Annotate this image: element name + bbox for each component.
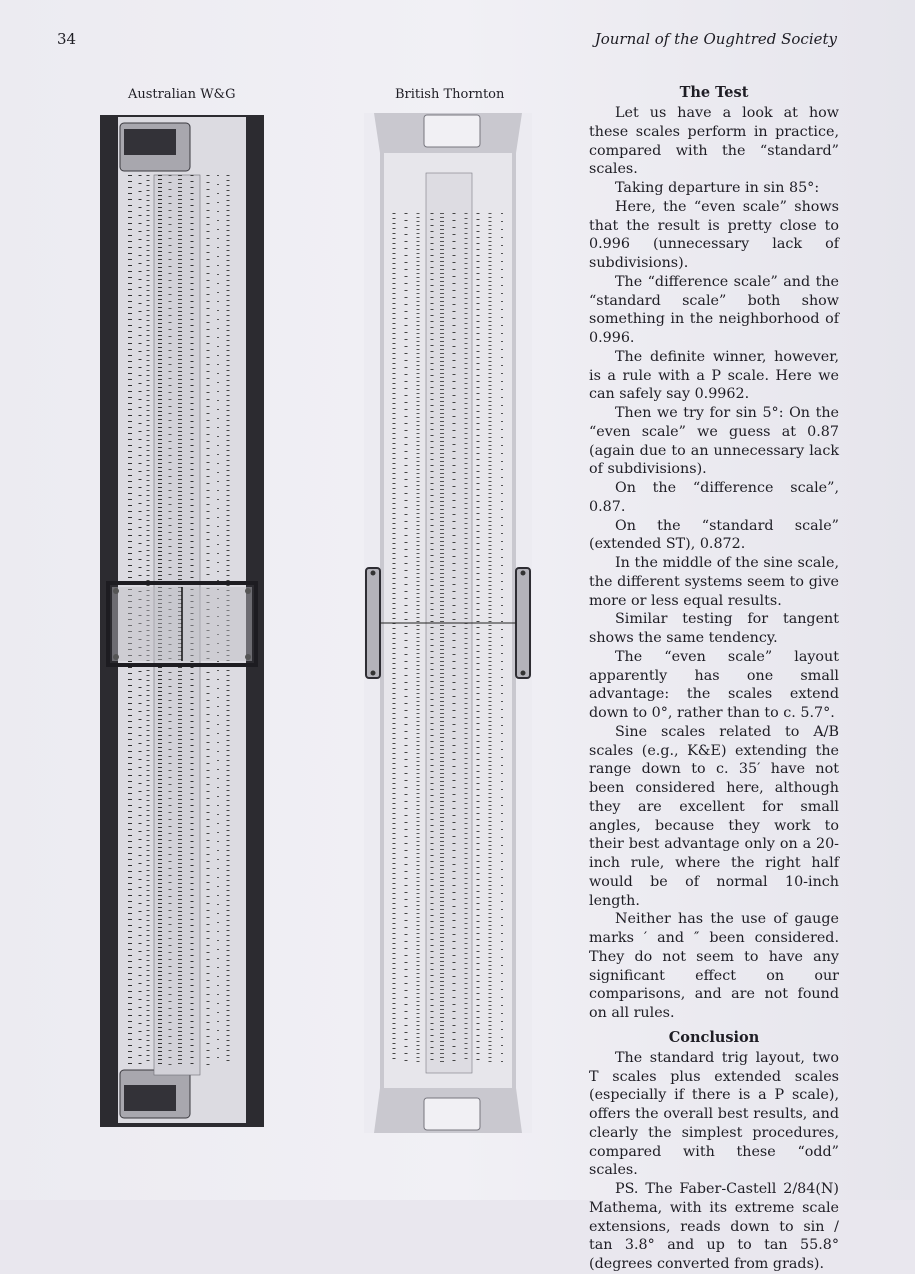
page-number: 34 (57, 30, 77, 48)
paragraph: Similar testing for tangent shows the same tendency. (589, 611, 839, 646)
paragraph: In the middle of the sine scale, the different systems seem to give more or less equal results. (589, 555, 839, 609)
australian-wg-slide-rule-photo (100, 115, 264, 1127)
paragraph: Taking departure in sin 85°: (615, 180, 820, 196)
paragraph: Here, the “even scale” shows that the result is pretty close to 0.996 (unnecessary lack of subdivisions). (589, 198, 839, 271)
section-heading-conclusion: Conclusion (668, 1028, 760, 1046)
paragraph: The standard trig layout, two T scales plus extended scales (especially if there is a P scale), offers the overall best results, and clearly the simplest procedures, compared with these “odd” scales. (589, 1049, 839, 1179)
british-thornton-slide-rule-photo (364, 113, 532, 1133)
paragraph: The “even scale” layout apparently has one small advantage: the scales extend down to 0°, rather than to c. 5.7°. (589, 648, 839, 721)
paragraph: Let us have a look at how these scales perform in practice, compared with the “standard” scales. (589, 105, 839, 178)
paragraph: Then we try for sin 5°: On the “even scale” we guess at 0.87 (again due to an unnecessary lack of subdivisions). (589, 405, 839, 478)
paragraph: On the “difference scale”, 0.87. (589, 480, 839, 515)
paragraph: Neither has the use of gauge marks ′ and ″ been considered. They do not seem to have any significant effect on our comparisons, and are not found on all rules. (589, 911, 839, 1021)
journal-title: Journal of the Oughtred Society (594, 30, 837, 48)
section-heading-test: The Test (679, 84, 749, 101)
paragraph: On the “standard scale” (extended ST), 0.872. (589, 517, 839, 553)
paragraph: The “difference scale” and the “standard scale” both show something in the neighborhood of 0.996. (589, 273, 839, 346)
paragraph: The definite winner, however, is a rule with a P scale. Here we can safely say 0.9962. (589, 348, 839, 403)
article-text-column (589, 82, 839, 1274)
figure-caption-british: British Thornton (395, 87, 505, 102)
paragraph: PS. The Faber-Castell 2/84(N) Mathema, with its extreme scale extensions, reads down to sin / tan 3.8° and up to tan 55.8° (degrees converted from grads). (589, 1181, 839, 1272)
paragraph: Sine scales related to A/B scales (e.g., K&E) extending the range down to c. 35′ have not been considered here, although they are excellent for small angles, because they work to their best advantage only on a 20-inch rule, where the right half would be of normal 10-inch length. (589, 723, 839, 909)
figure-caption-australian: Australian W&G (128, 87, 236, 102)
